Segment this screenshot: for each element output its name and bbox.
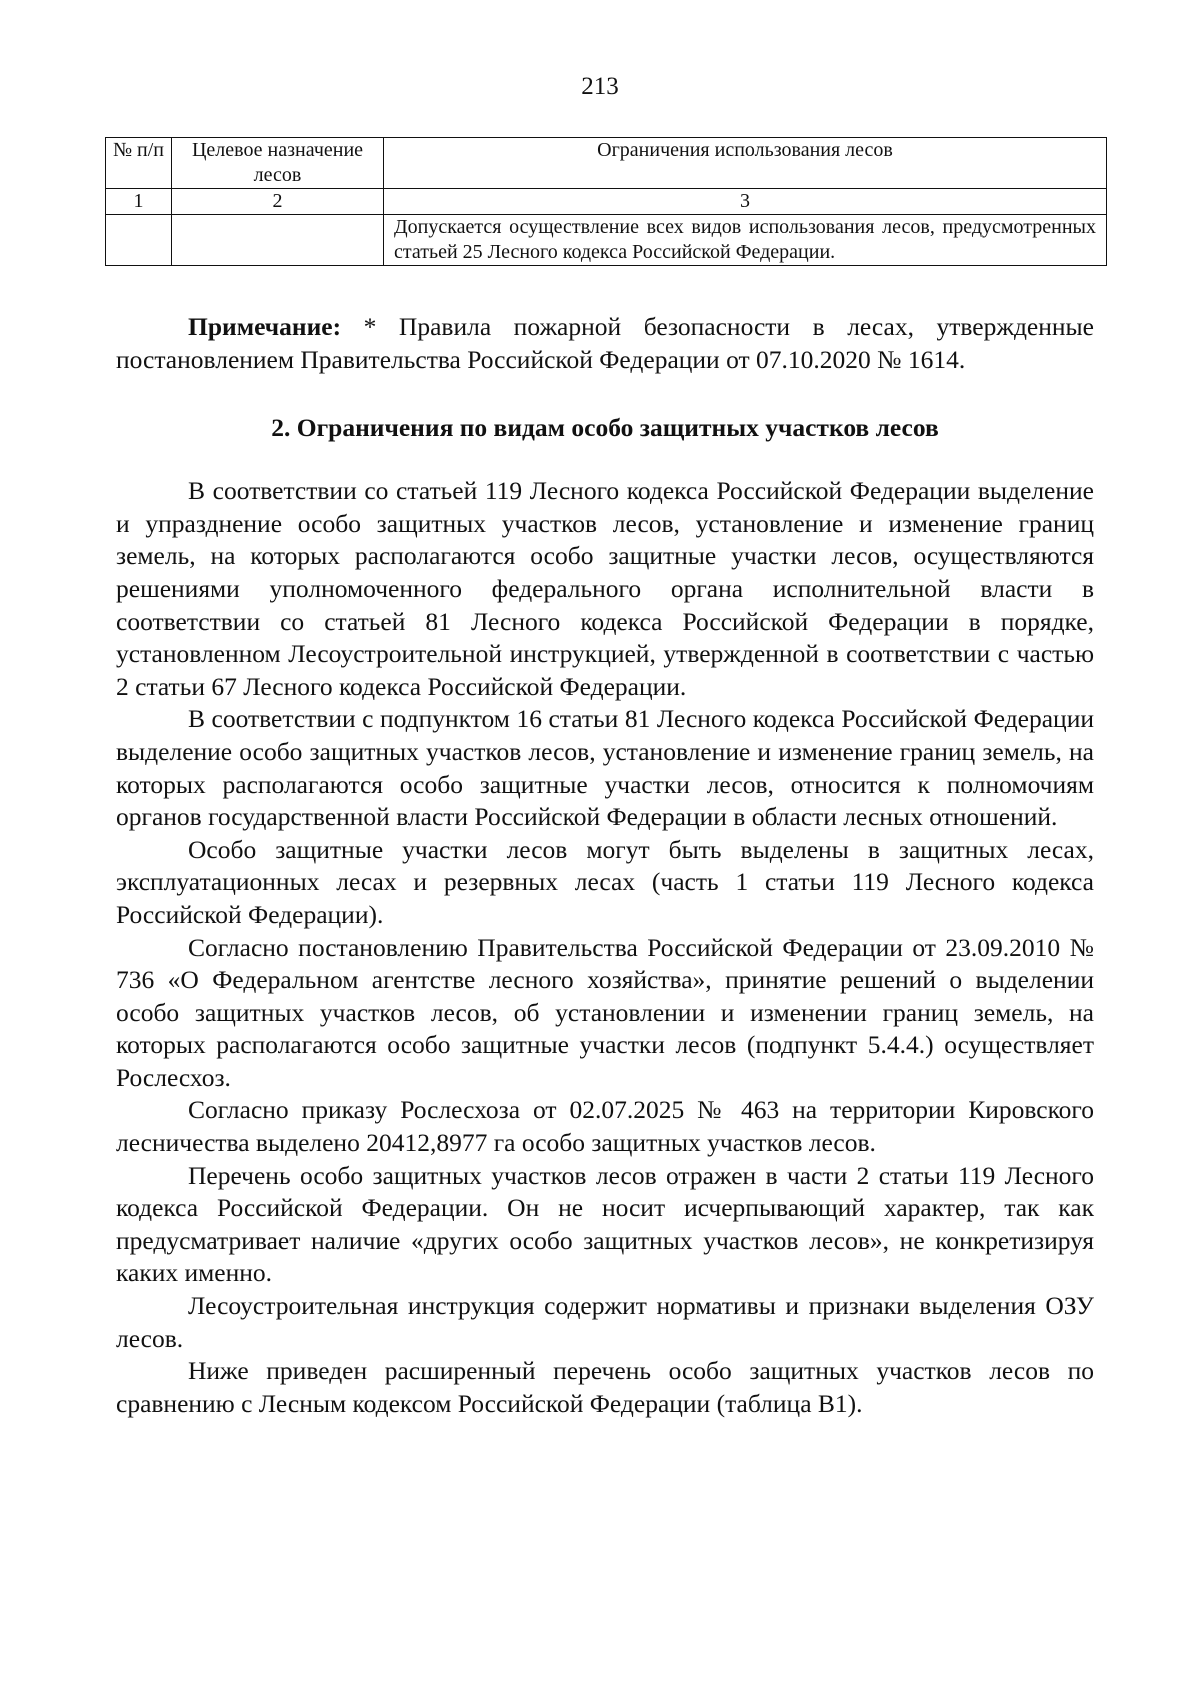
header-cell: Целевое назначение лесов [172,138,384,189]
paragraph: Лесоустроительная инструкция содержит нормативы и признаки выделения ОЗУ лесов. [116,1291,1094,1353]
table-row [106,215,1107,266]
paragraph: Согласно постановлению Правительства Российской Федерации от 23.09.2010 № 736 «О Федеральном агентстве лесного хозяйства», принятие решений о выделении особо защитных участков лесов, об установлении и изменении границ земель, на которых располагаются особо защитные участки лесов (подпункт 5.4.4.) осуществляет Рослесхоз. [116,932,1094,1092]
paragraph: Особо защитные участки лесов могут быть выделены в защитных лесах, эксплуатационных лесах и резервных лесах (часть 1 статьи 119 Лесного кодекса Российской Федерации). [116,834,1094,929]
column-number-cell: 3 [384,189,1107,215]
table-note [116,311,1094,376]
column-number-cell: 2 [172,189,384,215]
paragraph: Перечень особо защитных участков лесов отражен в части 2 статьи 119 Лесного кодекса Российской Федерации. Он не носит исчерпывающий характер, так как предусматривает наличие «других особо защитных участков лесов», не конкретизируя каких именно. [116,1160,1094,1288]
note-label: Примечание: [188,312,342,341]
table-cell: Допускается осуществление всех видов использования лесов, предусмотренных статьей 25 Лесного кодекса Российской Федерации. [384,215,1107,266]
paragraph: Согласно приказу Рослесхоза от 02.07.2025 № 463 на территории Кировского лесничества выделено 20412,8977 га особо защитных участков лесов. [116,1095,1094,1158]
note-text: * Правила пожарной безопасности в лесах, утвержденные постановлением Правительства Российской Федерации от 07.10.2020 № 1614. [116,312,1094,374]
paragraph: Ниже приведен расширенный перечень особо защитных участков лесов по сравнению с Лесным кодексом Российской Федерации (таблица В1). [116,1356,1094,1418]
section-heading: 2. Ограничения по видам особо защитных участков лесов [271,413,939,443]
page-number: 213 [581,73,619,100]
header-cell: Ограничения использования лесов [384,138,1107,189]
forest-limits-table [105,137,1107,266]
table-cell [106,215,172,266]
paragraph: В соответствии со статьей 119 Лесного кодекса Российской Федерации выделение и упразднение особо защитных участков лесов, установление и изменение границ земель, на которых располагаются особо защитные участки лесов, осуществляются решениями уполномоченного федерального органа исполнительной власти в соответствии со статьей 81 Лесного кодекса Российской Федерации в порядке, установленном Лесоустроительной инструкцией, утвержденной в соответствии с частью 2 статьи 67 Лесного кодекса Российской Федерации. [116,476,1094,701]
table-column-numbers-row [106,189,1107,215]
paragraph: В соответствии с подпунктом 16 статьи 81 Лесного кодекса Российской Федерации выделение особо защитных участков лесов, установление и изменение границ земель, на которых располагаются особо защитные участки лесов, относится к полномочиям органов государственной власти Российской Федерации в области лесных отношений. [116,704,1094,832]
table-header-row [106,138,1107,189]
table-cell [172,215,384,266]
column-number-cell: 1 [106,189,172,215]
document-body [116,311,1094,1420]
header-cell: № п/п [106,138,172,189]
